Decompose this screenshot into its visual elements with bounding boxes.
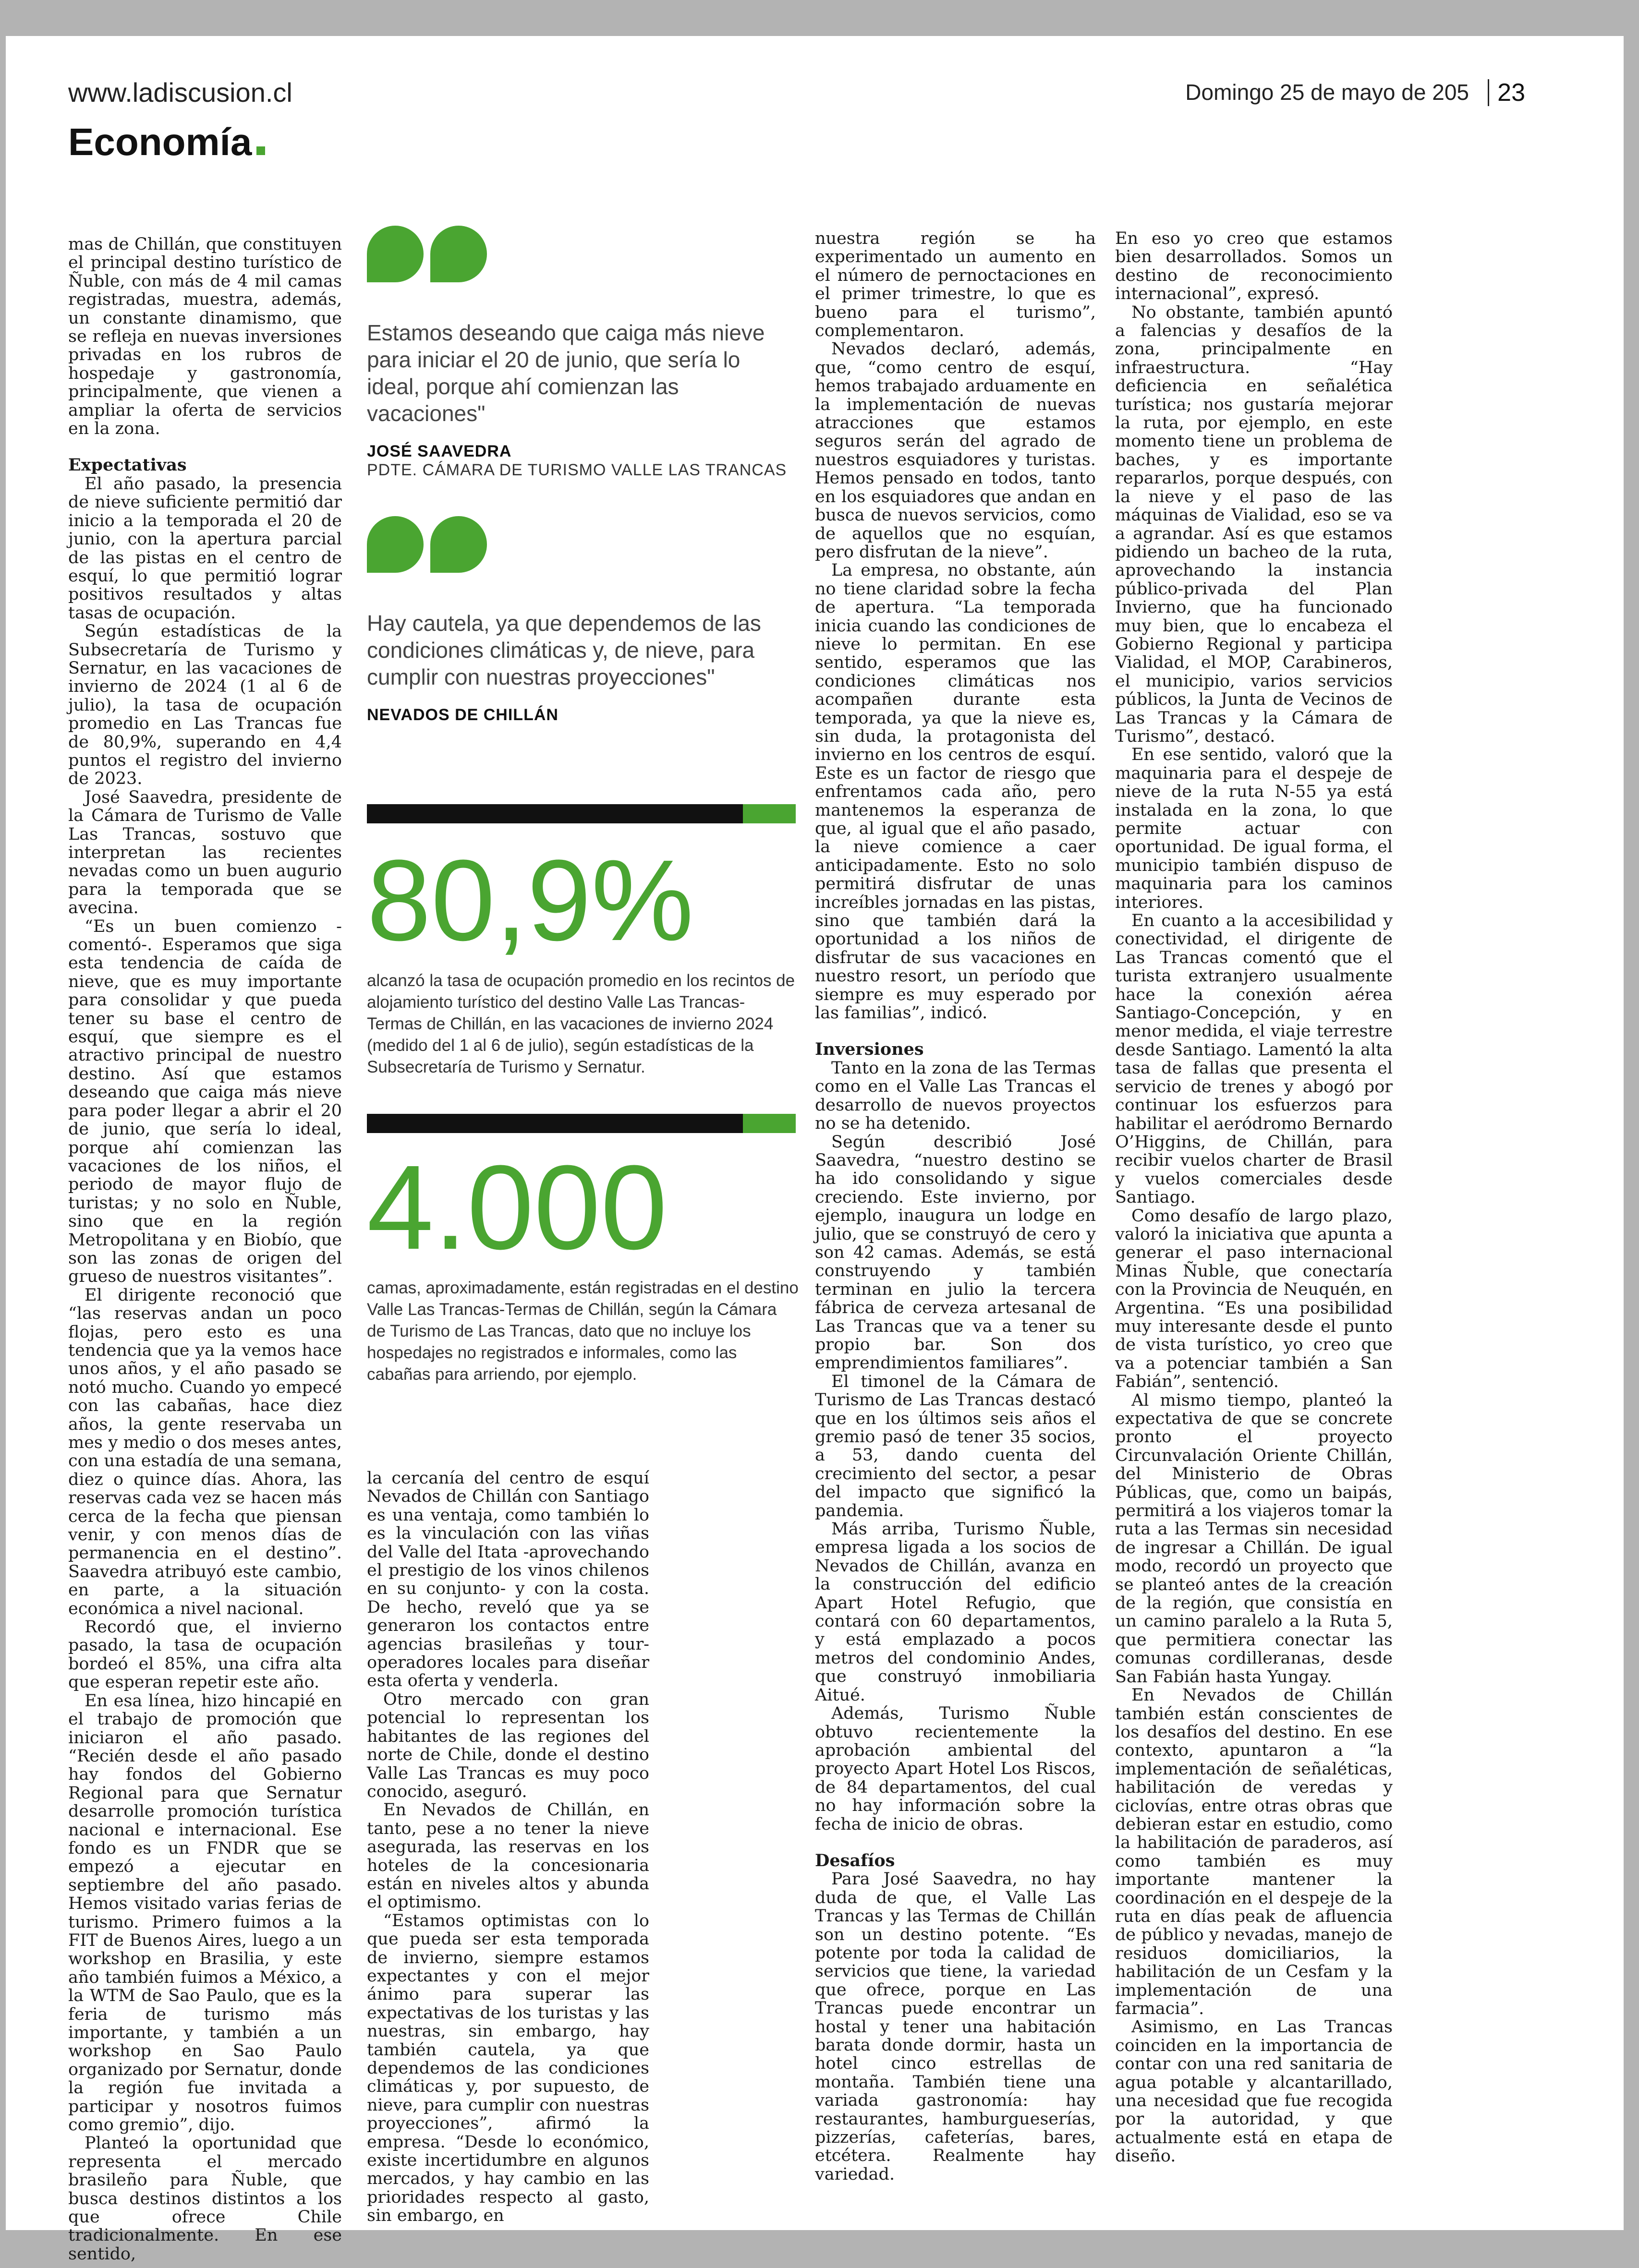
paragraph: Asimismo, en Las Trancas coinciden en la importancia de contar con una red sanitaria de agua potable y alcantarillado, una necesidad que fue recogida por la autoridad, y que actualmente está en etapa de diseño. (1115, 2017, 1393, 2166)
quote-mark-icon (367, 516, 799, 588)
quote-author: JOSÉ SAAVEDRA (367, 442, 512, 460)
paragraph: No obstante, también apuntó a falencias y desafíos de la zona, principalmente en infraestructura. “Hay deficiencia en señalética turística; nos gustaría mejorar la ruta, por ejemplo, en este momento tiene un problema de baches, y es importante repararlos, porque después, con la nieve y el paso de las máquinas de Vialidad, eso se va a agrandar. Así es que estamos pidiendo un bacheo de la ruta, aprovechando la instancia público-privada del Plan Invierno, que ha funcionado muy bien, que lo encabeza el Gobierno Regional y participa Vialidad, el MOP, Carabineros, el municipio, varios servicios públicos, la Junta de Vecinos de Las Trancas y la Cámara de Turismo”, destacó. (1115, 302, 1393, 746)
header-separator (1488, 79, 1489, 106)
page-number: 23 (1497, 79, 1525, 107)
paragraph: En ese sentido, valoró que la maquinaria para el despeje de nieve de la ruta N-55 ya está instalada en la zona, lo que permite actuar con oportunidad. De igual forma, el municipio también dispuso de maquinaria para los caminos interiores. (1115, 745, 1393, 912)
paragraph: Según describió José Saavedra, “nuestro destino se ha ido consolidando y sigue creciendo. Este invierno, por ejemplo, inaugura un lodge en julio, que se construyó de cero y son 42 camas. Además, se está construyendo y también terminan en julio la tercera fábrica de cerveza artesanal de Las Trancas que va a tener su propio bar. Son dos emprendimientos familiares”. (815, 1132, 1096, 1373)
stat-bar (367, 804, 796, 823)
paragraph: Recordó que, el invierno pasado, la tasa de ocupación bordeó el 85%, una cifra alta que esperan repetir este año. (68, 1617, 342, 1692)
paragraph: Otro mercado con gran potencial lo representan los habitantes de las regiones del norte de Chile, donde el destino Valle Las Trancas es muy poco conocido, aseguró. (367, 1689, 649, 1801)
stat-description: camas, aproximadamente, están registradas en el destino Valle Las Trancas-Termas de Chillán, según la Cámara de Turismo de Las Trancas, dato que no incluye los hospedajes no registrados e informales, como las cabañas para arriendo, por ejemplo. (367, 1279, 799, 1384)
quote-text: Hay cautela, ya que dependemos de las condiciones climáticas y, de nieve, para cumplir con nuestras proyecciones" (367, 611, 761, 689)
paragraph: “Es un buen comienzo -comentó-. Esperamos que siga esta tendencia de caída de nieve, que es muy importante para consolidar y que pueda tener su base el centro de esquí, que siempre es el atractivo principal de nuestro destino. Así que estamos deseando que caiga más nieve para poder llegar a abrir el 20 de junio, que sería lo ideal, porque ahí comienzan las vacaciones de los niños, el periodo de mayor flujo de turistas; y no solo en Ñuble, sino que en la región Metropolitana y en Biobío, que son las zonas de origen del grueso de nuestros visitantes”. (68, 917, 342, 1287)
paragraph: El año pasado, la presencia de nieve suficiente permitió dar inicio a la temporada el 20 de junio, con la apertura parcial de las pistas en el centro de esquí, lo que permitió lograr positivos resultados y altas tasas de ocupación. (68, 474, 342, 623)
paragraph: En Nevados de Chillán, en tanto, pese a no tener la nieve asegurada, las reservas en los hoteles de la concesionaria están en niveles altos y abunda el optimismo. (367, 1800, 649, 1912)
stat-value: 4.000 (367, 1140, 668, 1274)
pull-quote-2 (367, 516, 799, 724)
paragraph: Como desafío de largo plazo, valoró la iniciativa que apunta a generar el paso internacional Minas Ñuble, que conectaría con la Provincia de Neuquén, en Argentina. “Es una posibilidad muy interesante desde el punto de vista turístico, yo creo que va a potenciar también a San Fabián”, sentenció. (1115, 1206, 1393, 1392)
issue-date: Domingo 25 de mayo de 205 (1185, 80, 1469, 105)
stat-bar (367, 1114, 796, 1133)
quote-mark-icon (367, 226, 799, 298)
paragraph: mas de Chillán, que constituyen el principal destino turístico de Ñuble, con más de 4 mil camas registradas, muestra, además, un constante dinamismo, que se refleja en nuevas inversiones privadas en los rubros de hospedaje y gastronomía, principalmente, que vienen a ampliar la oferta de servicios en la zona. (68, 235, 342, 439)
paragraph: Al mismo tiempo, planteó la expectativa de que se concrete pronto el proyecto Circunvalación Oriente Chillán, del Ministerio de Obras Públicas, que, como un baipás, permitirá a los viajeros tomar la ruta a las Termas sin necesidad de ingresar a Chillán. De igual modo, recordó un proyecto que se planteó antes de la creación de la región, que consistía en un camino paralelo a la Ruta 5, que permitiera conectar las comunas cordilleranas, desde San Fabián hasta Yungay. (1115, 1390, 1393, 1687)
paragraph: La empresa, no obstante, aún no tiene claridad sobre la fecha de apertura. “La temporada inicia cuando las condiciones de nieve lo permitan. En ese sentido, esperamos que las condiciones climáticas nos acompañen durante esta temporada, ya que la nieve es, sin duda, la protagonista del invierno en los centros de esquí. Este es un factor de riesgo que enfrentamos cada año, pero mantenemos la esperanza de que, al igual que el año pasado, la nieve comience a caer anticipadamente. Esto no solo permitirá disfrutar de unas increíbles jornadas en las pistas, sino que también dará la oportunidad a los niños de disfrutar de sus vacaciones en nuestro resort, un período que siempre es muy esperado por las familias”, indicó. (815, 561, 1096, 1023)
paragraph: Tanto en la zona de las Termas como en el Valle Las Trancas el desarrollo de nuevos proyectos no se ha detenido. (815, 1058, 1096, 1134)
subheading: Inversiones (815, 1039, 924, 1060)
quote-author: NEVADOS DE CHILLÁN (367, 706, 558, 724)
newspaper-page (6, 36, 1624, 2264)
article-column-2 (367, 1469, 649, 2225)
paragraph: Para José Saavedra, no hay duda de que, el Valle Las Trancas y las Termas de Chillán son un destino potente. “Es potente por toda la calidad de servicios que tiene, la variedad que ofrece, porque en Las Trancas puede encontrar un hostal y tener una habitación barata donde dormir, hasta un hotel cinco estrellas de montaña. También tiene una variada gastronomía: hay restaurantes, hamburgueserías, pizzerías, cafeterías, bares, etcétera. Realmente hay variedad. (815, 1870, 1096, 2184)
paragraph: Planteó la oportunidad que representa el mercado brasileño para Ñuble, que busca destinos distintos a los que ofrece Chile tradicionalmente. En ese sentido, (68, 2134, 342, 2264)
paragraph: José Saavedra, presidente de la Cámara de Turismo de Valle Las Trancas, sostuvo que interpretan las recientes nevadas como un buen augurio para la temporada que se avecina. (68, 787, 342, 918)
section-title (68, 120, 265, 164)
article-column-4 (1115, 229, 1393, 2166)
paragraph: En Nevados de Chillán también están conscientes de los desafíos del destino. En ese contexto, apuntaron a “la implementación de señaléticas, habilitación de veredas y ciclovías, entre otras obras que debieran estar en estudio, como la habilitación de paraderos, así como también es muy importante mantener la coordinación en el despeje de la ruta en días peak de afluencia de público y nevadas, manejo de residuos domiciliarios, la habilitación de un Cesfam y la implementación de una farmacia”. (1115, 1686, 1393, 2018)
site-url: www.ladiscusion.cl (68, 77, 292, 108)
subheading: Desafíos (815, 1850, 895, 1870)
article-column-1 (68, 235, 342, 2263)
paragraph: El dirigente reconoció que “las reservas andan un poco flojas, pero esto es una tendencia que ya la vemos hace unos años, y el año pasado se notó mucho. Cuando yo empecé con las cabañas, hace diez años, la gente reservaba un mes y medio o dos meses antes, con una estadía de una semana, diez o quince días. Ahora, las reservas cada vez se hacen más cerca de la fecha que piensan venir, y con menos días de permanencia en el destino”. Saavedra atribuyó este cambio, en parte, a la situación económica a nivel nacional. (68, 1285, 342, 1618)
stat-value: 80,9% (367, 836, 694, 965)
paragraph: El timonel de la Cámara de Turismo de Las Trancas destacó que en los últimos seis años el gremio pasó de tener 35 socios, a 53, dando cuenta del crecimiento del sector, a pesar del impacto que significó la pandemia. (815, 1372, 1096, 1520)
paragraph: nuestra región se ha experimentado un aumento en el número de pernoctaciones en el primer trimestre, lo que es bueno para el turismo”, complementaron. (815, 229, 1096, 341)
paragraph: En esa línea, hizo hincapié en el trabajo de promoción que iniciaron el año pasado. “Recién desde el año pasado hay fondos del Gobierno Regional para que Sernatur desarrolle promoción turística nacional e internacional. Ese fondo es un FNDR que se empezó a ejecutar en septiembre del año pasado. Hemos visitado varias ferias de turismo. Primero fuimos a la FIT de Buenos Aires, luego a un workshop en Brasilia, y este año también fuimos a México, a la WTM de Sao Paulo, que es la feria de turismo más importante, y también a un workshop en Sao Paulo organizado por Sernatur, donde la región fue invitada a participar y nosotros fuimos como gremio”, dijo. (68, 1691, 342, 2135)
article-column-3 (815, 229, 1096, 2184)
quote-role: PDTE. CÁMARA DE TURISMO VALLE LAS TRANCAS (367, 461, 787, 479)
subheading: Expectativas (68, 455, 187, 475)
paragraph: En cuanto a la accesibilidad y conectividad, el dirigente de Las Trancas comentó que el turista extranjero usualmente hace la conexión aérea Santiago-Concepción, y en menor medida, el viaje terrestre desde Santiago. Lamentó la alta tasa de fallas que presenta el servicio de trenes y abogó por continuar los esfuerzos para habilitar el aeródromo Bernardo O’Higgins, de Chillán, para recibir vuelos charter de Brasil y vuelos comerciales desde Santiago. (1115, 911, 1393, 1207)
paragraph: Más arriba, Turismo Ñuble, empresa ligada a los socios de Nevados de Chillán, avanza en la construcción del edificio Apart Hotel Refugio, que contará con 60 departamentos, y está emplazado a pocos metros del condominio Andes, que construyó inmobiliaria Aitué. (815, 1520, 1096, 1705)
paragraph: En eso yo creo que estamos bien desarrollados. Somos un destino de reconocimiento internacional”, expresó. (1115, 229, 1393, 304)
paragraph: Nevados declaró, además, que, “como centro de esquí, hemos trabajado arduamente en la implementación de nuevas atracciones que estamos seguros serán del agrado de nuestros esquiadores y turistas. Hemos pensado en todos, tanto en los esquiadores que andan en busca de nuevos servicios, como de aquellos que no esquían, pero disfrutan de la nieve”. (815, 339, 1096, 562)
section-dot-icon (256, 146, 265, 155)
stat-description: alcanzó la tasa de ocupación promedio en los recintos de alojamiento turístico del destino Valle Las Trancas-Termas de Chillán, en las vacaciones de invierno 2024 (medido del 1 al 6 de julio), según estadísticas de la Subsecretaría de Turismo y Sernatur. (367, 971, 795, 1076)
paragraph: “Estamos optimistas con lo que pueda ser esta temporada de invierno, siempre estamos expectantes y con el mejor ánimo para superar las expectativas de los turistas y las nuestras, sin embargo, hay también cautela, ya que dependemos de las condiciones climáticas y, por supuesto, de nieve, para cumplir con nuestras proyecciones”, afirmó la empresa. “Desde lo económico, existe incertidumbre en algunos mercados, y hay cambio en las prioridades respecto al gasto, sin embargo, en (367, 1911, 649, 2226)
paragraph: Según estadísticas de la Subsecretaría de Turismo y Sernatur, en las vacaciones de invierno de 2024 (1 al 6 de julio), la tasa de ocupación promedio en Las Trancas fue de 80,9%, superando en 4,4 puntos el registro del invierno de 2023. (68, 622, 342, 789)
section-label: Economía (68, 121, 252, 163)
quote-text: Estamos deseando que caiga más nieve para iniciar el 20 de junio, que sería lo ideal, porque ahí comienzan las vacaciones" (367, 320, 765, 426)
paragraph: Además, Turismo Ñuble obtuvo recientemente la aprobación ambiental del proyecto Apart Hotel Los Riscos, de 84 departamentos, del cual no hay información sobre la fecha de inicio de obras. (815, 1704, 1096, 1834)
pull-quote-1 (367, 226, 799, 480)
paragraph: la cercanía del centro de esquí Nevados de Chillán con Santiago es una ventaja, como también lo es la vinculación con las viñas del Valle del Itata -aprovechando el prestigio de los vinos chilenos en su conjunto- y con la costa. De hecho, reveló que ya se generaron los contactos entre agencias brasileñas y tour-operadores locales para diseñar esta oferta y venderla. (367, 1469, 649, 1691)
